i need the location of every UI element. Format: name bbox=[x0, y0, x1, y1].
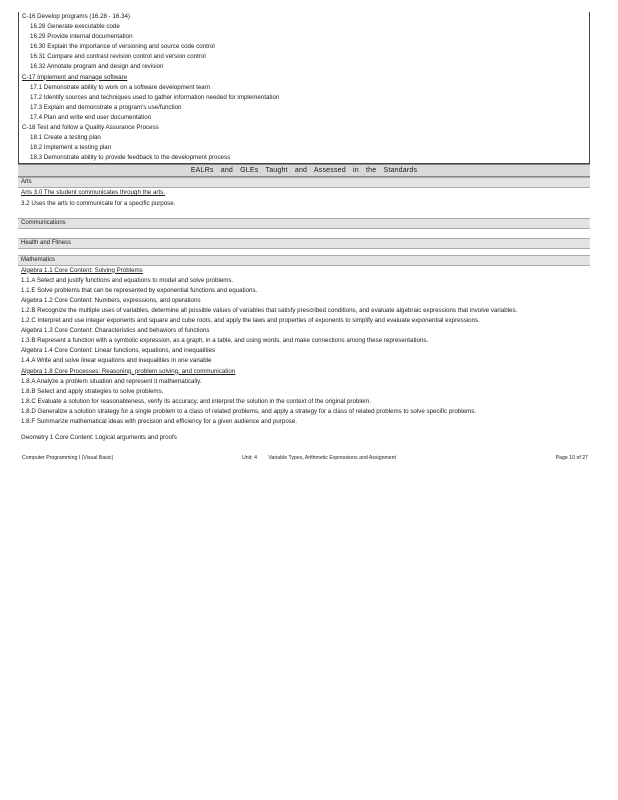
geometry-line: Geometry 1 Core Content: Logical arguments and proofs bbox=[21, 434, 177, 442]
c16-item: 16.28 Generate executable code bbox=[30, 23, 120, 31]
math-line: 1.2.C Interpret and use integer exponents and square and cube roots, and apply the laws and properties of exponents to simplify and evaluate exponential expressions. bbox=[21, 317, 480, 325]
c17-item: 17.4 Plan and write end user documentation bbox=[30, 113, 152, 121]
math-line: 1.8.C Evaluate a solution for reasonableness, verify its accuracy, and interpret the solution in the context of the original problem. bbox=[21, 397, 372, 405]
math-line: 1.1.E Solve problems that can be represented by exponential functions and equations. bbox=[21, 286, 258, 294]
footer-unit: Unit: 4 bbox=[242, 455, 257, 461]
math-line: 1.8.A Analyze a problem situation and represent it mathematically. bbox=[21, 377, 202, 385]
math-line: Algebra 1.1 Core Content: Solving Problems bbox=[21, 266, 143, 274]
footer-unit-title: Variable Types, Arithmetic Expressions and Assignment bbox=[268, 455, 396, 461]
c16-item: 16.32 Annotate program and design and revision bbox=[30, 63, 164, 71]
document-page bbox=[18, 12, 590, 443]
math-line: 1.3.B Represent a function with a symbolic expression, as a graph, in a table, and using words, and make connections among these representations. bbox=[21, 337, 429, 345]
competency-box bbox=[18, 12, 590, 164]
c17-item: 17.2 Identify sources and techniques used to gather information needed for implementation bbox=[30, 93, 280, 101]
c18-item: 18.2 Implement a testing plan bbox=[30, 144, 112, 152]
math-line: 1.2.B Recognize the multiple uses of variables, determine all possible values of variables that satisfy prescribed conditions, and evaluate algebraic expressions that involve variables. bbox=[21, 306, 518, 314]
math-lines bbox=[18, 266, 590, 428]
communications-section-header: Communications bbox=[18, 218, 590, 229]
footer-page-number: Page 10 of 27 bbox=[555, 455, 588, 461]
c18-title: C-18 Test and follow a Quality Assurance Process bbox=[22, 124, 159, 132]
c18-item: 18.3 Demonstrate ability to provide feedback to the development process bbox=[30, 154, 231, 162]
footer-course: Computer Programming I (Visual Basic) bbox=[22, 455, 114, 461]
arts-item: 3.2 Uses the arts to communicate for a specific purpose. bbox=[21, 199, 176, 207]
math-line: Algebra 1.3 Core Content: Characteristics and behaviors of functions bbox=[21, 327, 210, 335]
c16-item: 16.30 Explain the importance of versioning and source code control bbox=[30, 43, 215, 51]
ealrs-header: EALRs and GLEs Taught and Assessed in the Standards bbox=[18, 164, 590, 177]
math-line: 1.8.B Select and apply strategies to solve problems. bbox=[21, 387, 164, 395]
arts-section-header: Arts bbox=[18, 177, 590, 188]
arts-standard: Arts 3.0 The student communicates through the arts. bbox=[21, 189, 165, 197]
c17-title: C-17 Implement and manage software bbox=[22, 73, 128, 81]
math-line: 1.1.A Select and justify functions and equations to model and solve problems. bbox=[21, 276, 234, 284]
mathematics-section-header: Mathematics bbox=[18, 255, 590, 266]
footer-unit-info bbox=[242, 455, 406, 461]
math-line: Algebra 1.4 Core Content: Linear functions, equations, and inequalities bbox=[21, 347, 216, 355]
math-line: Algebra 1.8 Core Processes: Reasoning, problem solving, and communication bbox=[21, 367, 236, 375]
math-line: 1.8.D Generalize a solution strategy for a single problem to a class of related problems, and apply a strategy for a class of related problems to solve specific problems. bbox=[21, 407, 477, 415]
math-line: 1.8.F Summarize mathematical ideas with precision and efficiency for a given audience and purpose. bbox=[21, 418, 298, 425]
c16-item: 16.29 Provide internal documentation bbox=[30, 33, 133, 41]
c16-title: C-16 Develop programs (16.28 - 16.34) bbox=[22, 13, 130, 20]
math-line: Algebra 1.2 Core Content: Numbers, expressions, and operations bbox=[21, 296, 201, 304]
c18-item: 18.1 Create a testing plan bbox=[30, 134, 101, 142]
c17-item: 17.3 Explain and demonstrate a program's use/function bbox=[30, 103, 182, 111]
c16-item: 16.31 Compare and contrast revision control and version control bbox=[30, 53, 206, 61]
page-footer bbox=[22, 455, 588, 461]
math-line: 1.4.A Write and solve linear equations and inequalities in one variable bbox=[21, 357, 212, 365]
health-section-header: Health and Fitness bbox=[18, 238, 590, 249]
c17-item: 17.1 Demonstrate ability to work on a software development team bbox=[30, 83, 210, 91]
